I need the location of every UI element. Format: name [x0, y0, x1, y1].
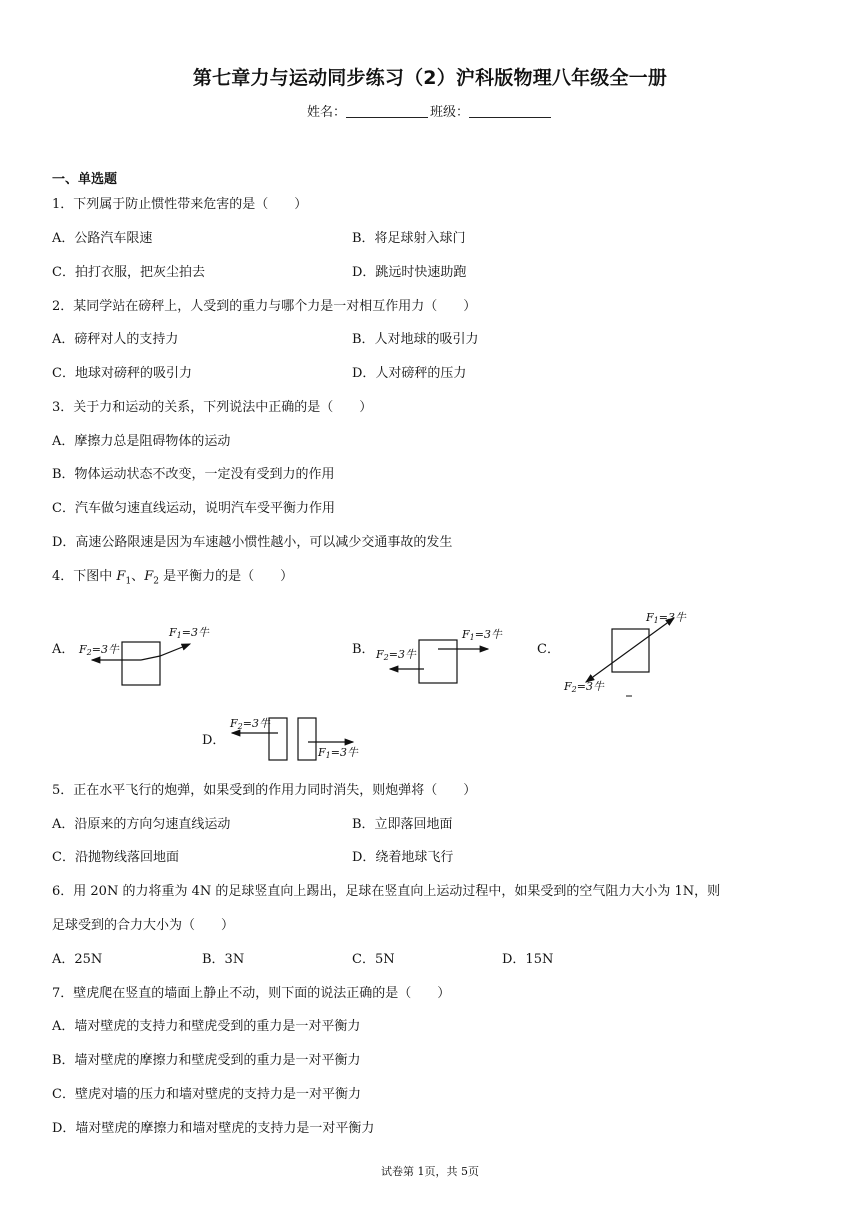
- q5-option-d[interactable]: D．绕着地球飞行: [352, 850, 454, 865]
- section-heading: 一、单选题: [52, 172, 118, 187]
- q6-stem-line1: 6．用 20N 的力将重为 4N 的足球竖直向上踢出，足球在竖直向上运动过程中，如果受到的空气阻力大小为 1N，则: [52, 884, 721, 899]
- q2-option-d[interactable]: D．人对磅秤的压力: [352, 366, 467, 381]
- svg-text:F2=3牛: [375, 648, 417, 662]
- svg-text:F1=3牛: [168, 626, 210, 640]
- q4-stem: [52, 568, 293, 591]
- q4-f2: F: [144, 569, 154, 584]
- fig-a-f2-sub: 2: [86, 648, 92, 657]
- fig-b-f1-sub: 1: [469, 633, 475, 642]
- q7-option-a[interactable]: A．墙对壁虎的支持力和壁虎受到的重力是一对平衡力: [52, 1019, 361, 1034]
- q6-option-b[interactable]: B．3N: [202, 952, 245, 967]
- svg-text:F2=3牛: [229, 717, 271, 731]
- fig-b-f1: F: [462, 628, 470, 641]
- fig-a-f1-val: =3牛: [181, 626, 209, 639]
- svg-text:F1=3牛: [317, 746, 359, 760]
- q5-option-b[interactable]: B．立即落回地面: [352, 817, 453, 832]
- q6-stem-line2: 足球受到的合力大小为（ ）: [52, 918, 235, 933]
- q1-option-a[interactable]: A．公路汽车限速: [52, 231, 153, 246]
- page-footer: 试卷第 1页，共 5页: [381, 1165, 479, 1178]
- fig-d-f1-sub: 1: [325, 751, 331, 760]
- q5-stem: 5．正在水平飞行的炮弹，如果受到的作用力同时消失，则炮弹将（ ）: [52, 783, 477, 798]
- fig-a-f2-val: =3牛: [91, 643, 119, 656]
- q3-option-c[interactable]: C．汽车做匀速直线运动，说明汽车受平衡力作用: [52, 501, 335, 516]
- q6-option-c[interactable]: C．5N: [352, 952, 395, 967]
- page-title: 第七章力与运动同步练习（2）沪科版物理八年级全一册: [192, 67, 668, 89]
- q2-option-b[interactable]: B．人对地球的吸引力: [352, 332, 479, 347]
- q5-option-a[interactable]: A．沿原来的方向匀速直线运动: [52, 817, 231, 832]
- fig-a-f1: F: [169, 626, 177, 639]
- student-info: [0, 101, 860, 120]
- q4-option-b[interactable]: B．: [352, 642, 375, 657]
- fig-d-f2-sub: 2: [237, 722, 243, 731]
- q4-figure-c: [560, 605, 695, 700]
- q6-option-d[interactable]: D．15N: [502, 952, 554, 967]
- q3-option-d[interactable]: D．高速公路限速是因为车速越小惯性越小，可以减少交通事故的发生: [52, 535, 453, 550]
- fig-c-f2: F: [564, 680, 572, 693]
- svg-text:F1=3牛: [461, 628, 503, 642]
- q7-option-b[interactable]: B．墙对壁虎的摩擦力和壁虎受到的重力是一对平衡力: [52, 1053, 361, 1068]
- fig-c-f2-sub: 2: [571, 685, 577, 694]
- q4-figure-b: [376, 620, 516, 690]
- fig-b-f2-val: =3牛: [388, 648, 416, 661]
- svg-text:F2=3牛: [563, 680, 605, 694]
- q4-f1-sub: 1: [125, 576, 132, 587]
- q4-f2-sub: 2: [153, 576, 159, 587]
- fig-a-f2: F: [79, 643, 87, 656]
- q1-stem: 1．下列属于防止惯性带来危害的是（ ）: [52, 197, 308, 212]
- fig-b-f2-sub: 2: [383, 653, 389, 662]
- q4-f1: F: [116, 569, 126, 584]
- q1-option-c[interactable]: C．拍打衣服，把灰尘拍去: [52, 265, 205, 280]
- fig-b-f1-val: =3牛: [474, 628, 502, 641]
- q5-option-c[interactable]: C．沿抛物线落回地面: [52, 850, 179, 865]
- q4-option-c[interactable]: C．: [537, 642, 560, 657]
- q4-option-a[interactable]: A．: [52, 642, 75, 657]
- q3-stem: 3．关于力和运动的关系，下列说法中正确的是（ ）: [52, 400, 373, 415]
- q2-stem: 2．某同学站在磅秤上，人受到的重力与哪个力是一对相互作用力（ ）: [52, 299, 477, 314]
- fig-c-f1-sub: 1: [653, 616, 659, 625]
- q4-option-d[interactable]: D．: [202, 733, 226, 748]
- q1-option-b[interactable]: B．将足球射入球门: [352, 231, 466, 246]
- q1-option-d[interactable]: D．跳远时快速助跑: [352, 265, 467, 280]
- class-field[interactable]: [469, 105, 551, 118]
- q6-option-a[interactable]: A．25N: [52, 952, 103, 967]
- name-label: 姓名：: [306, 105, 346, 120]
- q4-stem-post: 是平衡力的是（ ）: [158, 569, 294, 584]
- q7-option-d[interactable]: D．墙对壁虎的摩擦力和墙对壁虎的支持力是一对平衡力: [52, 1121, 375, 1136]
- q4-stem-pre: 4．下图中: [52, 569, 117, 584]
- q2-option-a[interactable]: A．磅秤对人的支持力: [52, 332, 179, 347]
- fig-c-f1-val: =3牛: [658, 611, 686, 624]
- q2-option-c[interactable]: C．地球对磅秤的吸引力: [52, 366, 192, 381]
- fig-d-f2: F: [230, 717, 238, 730]
- class-label: 班级：: [430, 105, 470, 120]
- fig-d-f1: F: [318, 746, 326, 759]
- fig-c-f2-val: =3牛: [576, 680, 604, 693]
- q4-figure-a: [76, 620, 226, 690]
- q7-stem: 7．壁虎爬在竖直的墙面上静止不动，则下面的说法正确的是（ ）: [52, 986, 451, 1001]
- q3-option-b[interactable]: B．物体运动状态不改变，一定没有受到力的作用: [52, 467, 335, 482]
- q7-option-c[interactable]: C．壁虎对墙的压力和墙对壁虎的支持力是一对平衡力: [52, 1087, 361, 1102]
- fig-d-f2-val: =3牛: [242, 717, 270, 730]
- svg-text:F1=3牛: [645, 611, 687, 625]
- name-field[interactable]: [346, 105, 428, 118]
- fig-b-f2: F: [376, 648, 384, 661]
- fig-d-f1-val: =3牛: [330, 746, 358, 759]
- fig-a-f1-sub: 1: [176, 631, 182, 640]
- q3-option-a[interactable]: A．摩擦力总是阻碍物体的运动: [52, 434, 231, 449]
- svg-text:F2=3牛: [78, 643, 120, 657]
- q4-figure-d: [226, 710, 366, 765]
- q4-sep: 、: [131, 569, 145, 584]
- fig-c-f1: F: [646, 611, 654, 624]
